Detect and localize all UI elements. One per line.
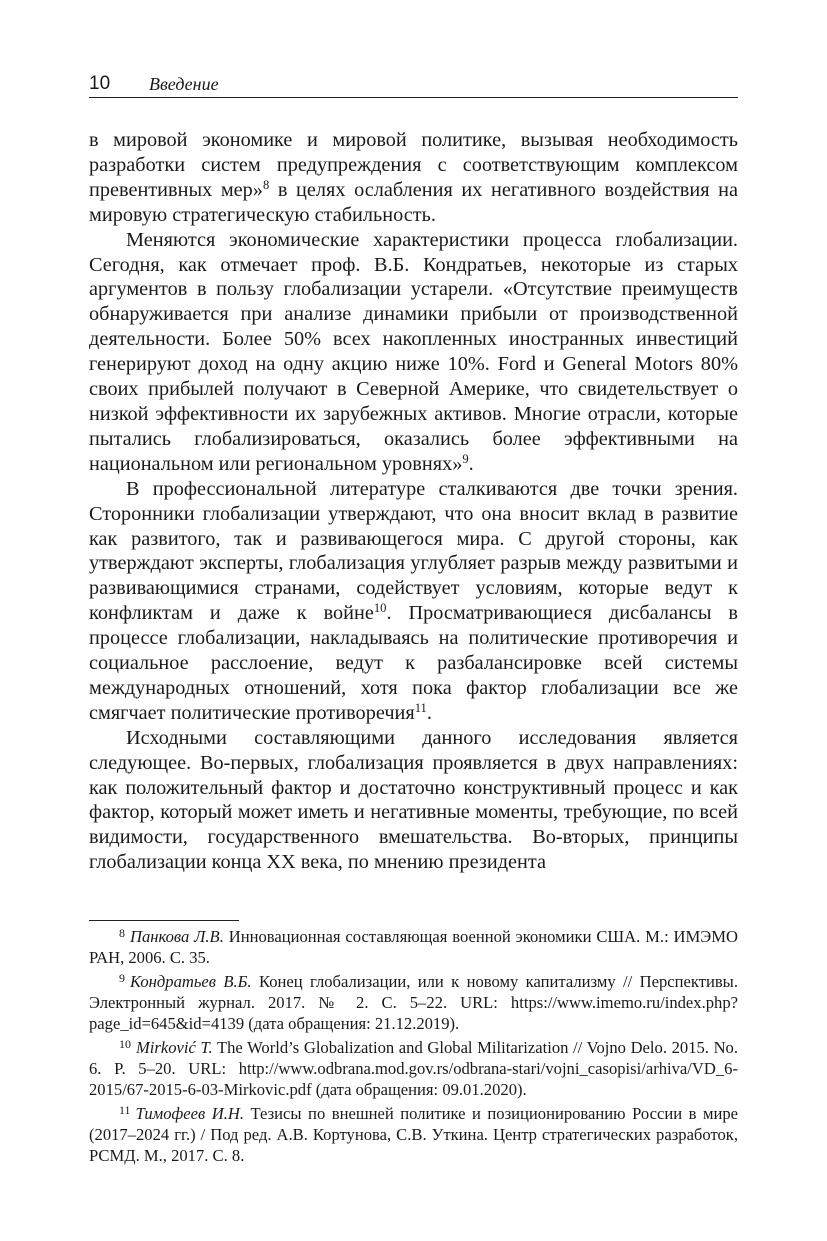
footnote-text: Конец глобализации, или к новому капитализму // Перспективы. Электронный журнал. 2017. № 2. С. 5–22. URL: https://www.imemo.ru/index.php?page_id=645&id=4139 (дата обращения: 21.12.2019).: [89, 972, 738, 1033]
footnote-author: Кондратьев В.Б.: [129, 972, 252, 991]
running-title: Введение: [149, 74, 219, 94]
footnote-text: The World’s Globalization and Global Militarization // Vojno Delo. 2015. No. 6. P. 5–20. URL: http://www.odbrana.mod.gov.rs/odbrana-stari/vojni_casopisi/arhiva/VD_6-2015/67-2015-6-03-Mirkovic.pdf (дата обращения: 09.01.2020).: [89, 1038, 738, 1099]
footnote-text: Инновационная составляющая военной экономики США. М.: ИМЭМО РАН, 2006. С. 35.: [89, 927, 738, 967]
footnote: [89, 926, 738, 968]
footnote-ref[interactable]: 8: [262, 177, 270, 192]
footnote-divider: [89, 920, 239, 921]
paragraph: В профессиональной литературе сталкиваются две точки зрения. Сторонники глобализации утверждают, что она вносит вклад в развитие как развитого, так и развивающегося мира. С другой стороны, как утверждают эксперты, глобализация углубляет разрыв между развитыми и развивающимися странами, содействует условиям, которые ведут к конфликтам и даже к войне$^{10}$. Просматривающиеся дисбалансы в процессе глобализации, накладываясь на политические противоречия и социальное расслоение, ведут к разбалансировке всей системы международных отношений, хотя пока фактор глобализации все же смягчает политические противоречия$^{11}$.: [89, 477, 738, 724]
footnote: [89, 1103, 738, 1166]
footnote-number: 8: [119, 925, 125, 940]
footnote-author: Панкова Л.В.: [129, 927, 224, 946]
footnote-ref[interactable]: 9: [462, 451, 469, 466]
footnotes: [89, 926, 738, 1169]
footnote: [89, 1037, 738, 1100]
footnote-text: Тезисы по внешней политике и позиционированию России в мире (2017–2024 гг.) / Под ред. А.В. Кортунова, С.В. Уткина. Центр стратегических разработок, РСМД. М., 2017. С. 8.: [89, 1104, 738, 1165]
footnote-ref[interactable]: 11: [414, 700, 427, 715]
footnote-ref[interactable]: 10: [373, 601, 387, 616]
footnote-number: 9: [119, 970, 125, 985]
footnote-number: 10: [119, 1036, 131, 1051]
footnote: [89, 971, 738, 1034]
footnote-number: 11: [119, 1102, 131, 1117]
footnote-author: Тимофеев И.Н.: [135, 1104, 245, 1123]
footnote-author: Mirković T.: [135, 1038, 213, 1057]
page-number: 10: [89, 73, 111, 94]
main-text: [89, 128, 738, 875]
paragraph: в мировой экономике и мировой политике, вызывая необходимость разработки систем предупреждения с соответствующим комплексом превентивных мер»$^8$ в целях ослабления их негативного воздействия на мировую стратегическую стабильность.: [89, 129, 738, 226]
paragraph: Меняются экономические характеристики процесса глобализации. Сегодня, как отмечает проф. В.Б. Кондратьев, некоторые из старых аргументов в пользу глобализации устарели. «Отсутствие преимуществ обнаруживается при анализе динамики прибыли от производственной деятельности. Более 50% всех накопленных иностранных инвестиций генерируют доход на одну акцию ниже 10%. Ford и General Motors 80% своих прибылей получают в Северной Америке, что свидетельствует о низкой эффективности их зарубежных активов. Многие отрасли, которые пытались глобализироваться, оказались более эффективными на национальном или региональном уровнях»$^9$.: [89, 228, 738, 475]
paragraph: Исходными составляющими данного исследования является следующее. Во-первых, глобализация проявляется в двух направлениях: как положительный фактор и достаточно конструктивный процесс и как фактор, который может иметь и негативные моменты, требующие, по всей видимости, государственного вмешательства. Во-вторых, принципы глобализации конца XX века, по мнению президента: [89, 726, 738, 874]
running-header: [89, 71, 738, 98]
